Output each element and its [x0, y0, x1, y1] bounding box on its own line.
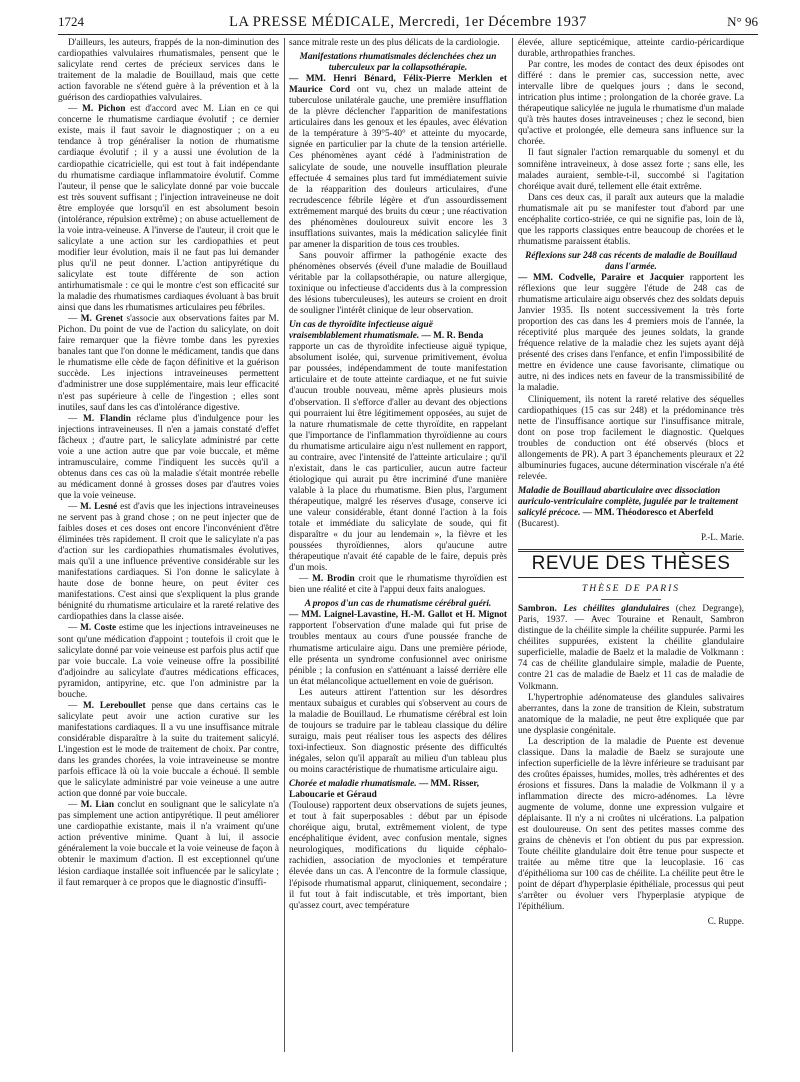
- paragraph: sance mitrale reste un des plus délicats de la cardiologie.: [289, 38, 500, 48]
- authors: — MM. Théodoresco et Aberfeld: [582, 507, 714, 518]
- paragraph: — MM. Henri Bénard, Félix-Pierre Merklen et Maurice Cord ont vu, chez un malade atteint de tuberculose unilatérale gauche, une première insufflation de la plèvre déclencher l'apparition de manifestations articulaires dans les genoux et les épaules, avec élévation de la température à 39°5-40° et atteinte du myocarde, signée en particulier par la chute de la tension artérielle. Ces phénomènes ayant cédé à l'administration de salicylate de soude, une nouvelle insufflation pleurale effectuée 4 semaines plus tard fut immédiatement suivie de la réapparition des douleurs articulaires, d'une recrudescence fébrile légère et d'un assourdissement extrêmement marqué des bruits du cœur ; une réactivation des phénomènes douloureux suivit encore les 3 insufflations suivantes, mais la médication salicylée finit par amener la disparition de tous ces troubles.: [289, 74, 507, 250]
- paragraph: D'ailleurs, les auteurs, frappés de la non-diminution des cardiopathies valvulaires rhumatismales, pensent que le salicylate rend certes de précieux services dans le traitement de la maladie de Bouillaud, mais que cette action favorable ne s'étend guère à la prévention et à la guérison des cardiopathies valvulaires.: [58, 38, 279, 104]
- paragraph: élevée, allure septicémique, atteinte cardio-péricardique durable, arthropathies franches.: [518, 38, 744, 60]
- paragraph: Par contre, les modes de contact des deux épisodes ont différé : dans le premier cas, succession nette, avec intervalle libre de quelques jours ; dans le second, intrication plus intime ; prolongation de la chorée grave. La thérapeutique salicylée ne jugula le rhumatisme d'un malade qu'à très hautes doses intraveineuses ; chez le second, bien qu'active et prolongée, elle demeura sans influence sur la chorée.: [518, 60, 744, 148]
- author: M. Flandin: [83, 413, 131, 424]
- section-divider: [518, 577, 744, 578]
- authors: — M. R. Benda: [421, 331, 484, 342]
- section-title: REVUE DES THÈSES: [531, 553, 731, 575]
- paragraph: — M. Lereboullet pense que dans certains cas le salicylate peut avoir une action curative sur les manifestations cardiaques. Il a vu une insuffisance mitrale considérable disparaître à la suite du traitement salicylé. L'ingestion est le mode de traitement de choix. Par contre, dans les grandes chorées, la voie intraveineuse se montre parfois efficace là où la voie buccale a échoué. Il semble que le salicylate administré par voie veineuse a une autre action que donné par voie buccale.: [58, 700, 279, 800]
- issue-number: N° 96: [727, 14, 758, 29]
- paragraph: Dans ces deux cas, il paraît aux auteurs que la maladie rhumatismale ait pu se manifester tout d'abord par une encéphalite cortico-striée, ce qui ne signifie pas, loin de là, que les rapports classiques entre beaucoup de chorées et le rhumatisme paraissent établis.: [518, 192, 744, 247]
- author: M. Grenet: [80, 314, 124, 325]
- paragraph: — M. Lesné est d'avis que les injections intraveineuses ne servent pas à grand chose ; on ne peut injecter que de faibles doses et ces doses ont encore l'inconvénient d'être éliminées très rapidement. Il croit que le salicylate n'a pas d'action sur les cardiopathies rhumatismales évolutives, mais qu'il a une influence préventive considérable sur les manifestations cardiaques. Si l'on donne le salicylate à haute dose de bonne heure, on peut éviter ces manifestations. C'est ainsi que s'expliquent la plus grande bénignité du rhumatisme articulaire et la rareté relative des cardiopathies dans la classe aisée.: [58, 501, 279, 623]
- signature: C. Ruppe.: [707, 915, 744, 926]
- article-heading: Réflexions sur 248 cas récents de maladie de Bouillaud dans l'armée.: [525, 250, 737, 272]
- paragraph: — M. Pichon est d'accord avec M. Lian en ce qui concerne le rhumatisme cardiaque évolutif ; ce dernier existe, mais il faut savoir le diagnostiquer ; on a eu tendance à trop généraliser la notion de rhumatisme cardiaque évolutif ; il y a aussi une évolution de la cardiopathie cicatricielle, qui est tout à fait indépendante du rhumatisme cardiaque inflammatoire évolutif. Comme l'auteur, il pense que le salicylate donné par voie buccale est très souvent suffisant ; l'injection intraveineuse ne doit être employée que lorsqu'il en est absolument besoin (intolérance, répulsion extrême) ; on abuse actuellement de la voie intra-veineuse. A l'inverse de l'auteur, il croit que le salicylate a une action sur les cardiopathies et peut modifier leur évolution, mais il ne faut pas lui demander plus qu'il ne peut donner. L'action antipyrétique du salicylate est toute différente de son action antirhumatismale : ce qui le montre c'est son efficacité sur la maladie des rhumatismes cardiaques évoluant à bas bruit ainsi que dans les rhumatismes articulaires peu fébriles.: [58, 104, 279, 314]
- thesis-title: Les chéilites glandulaires: [556, 604, 670, 615]
- paragraph: Sans pouvoir affirmer la pathogénie exacte des phénomènes observés (éveil d'une maladie de Bouillaud véritable par la collapsothérapie, ou nature allergique, toxinique ou infectieuse d'accidents dus à la compression des lésions tuberculeuses), les auteurs se croient en droit de souligner l'intérêt clinique de leur observation.: [289, 250, 507, 317]
- paragraph: — M. Brodin croit que le rhumatisme thyroïdien est bien une réalité et cite à l'appui deux faits analogues.: [289, 574, 507, 596]
- paragraph: — MM. Laignel-Lavastine, H.-M. Gallot et H. Mignot rapportent l'observation d'une malade qui fut prise de troubles mentaux au cours d'une poussée franche de rhumatisme articulaire aigu. Dans une première période, elle présenta un syndrome confusionnel avec onirisme pénible ; la confusion en s'atténuant a laissé derrière elle un état mélancolique actuellement en voie de guérison.: [289, 610, 507, 687]
- author: M. Lian: [80, 800, 114, 811]
- column-divider: [284, 38, 285, 1052]
- author: M. Lereboullet: [83, 700, 146, 711]
- paragraph: (Toulouse) rapportent deux observations de sujets jeunes, et tout à fait superposables : début par un épisode choréique aigu, brutal, extrêmement violent, de type encéphalitique évident, avec confusion mentale, signes neurologiques, modifications du liquide céphalo-rachidien, association de myoclonies et température élevée dans un cas. A l'encontre de la formule classique, l'épisode rhumatismal apparut, cliniquement, secondaire ; il fut tout à fait indiscutable, et très important, bien qu'assez court, avec température: [289, 801, 507, 911]
- column-2: [289, 38, 507, 912]
- paragraph: Sambron. Les chéilites glandulaires (chez Degrange), Paris, 1937. — Avec Touraine et Renault, Sambron distingue de la chéilite simple la chéilite suppurée. Parmi les chéilites suppurées, existent la chéilite glandulaire superficielle, maladie de Baelz et la maladie de Volkmann : 74 cas de chéilite glandulaire simple, maladie de Puente, contre 21 cas de maladie de Baelz et 11 cas de maladie de Volkmann.: [518, 604, 744, 692]
- column-3: [518, 38, 744, 927]
- section-divider: [518, 549, 744, 552]
- subsection-title: THÈSE DE PARIS: [581, 584, 680, 595]
- subsection-divider: [601, 599, 661, 600]
- authors: — MM. Codvelle, Paraire et Jacquier: [518, 272, 685, 283]
- paragraph: La description de la maladie de Puente est devenue classique. Dans la maladie de Baelz se surajoute une infection superficielle de la lèvre inférieure se traduisant par des croûtes épaisses, humides, molles, très adhérentes et des érosions et fissures. Dans la maladie de Volkmann il y a inflammation directe des micro-adénomes. La lèvre augmente de volume, donne une expression vulgaire et déplaisante. Il n'y a ni croûtes ni ulcérations. La palpation est douloureuse. On sent des petites masses comme des grains de chènevis et l'on obtient du pus par expression. Toute chéilite glandulaire doit être tenue pour suspecte et traitée au même titre que la leucoplasie. 16 cas d'épithélioma sur 100 cas de chéilite. La chéilite peut être le point de départ d'hyperplasie épithéliale, processus qui peut s'arrêter ou évoluer vers l'hyperplasie atypique de l'épithélium.: [518, 736, 744, 913]
- authors: — MM. Laignel-Lavastine, H.-M. Gallot et H. Mignot: [289, 610, 507, 621]
- column-divider: [512, 38, 513, 1052]
- author: M. Brodin: [312, 574, 355, 585]
- paragraph: — MM. Codvelle, Paraire et Jacquier rapportent les réflexions que leur suggère l'étude de 248 cas de rhumatisme articulaire aigu observés chez des soldats depuis Janvier 1935. Ils notent successivement la très forte proportion des cas dans les 4 premiers mois de l'année, la réceptivité plus marquée des jeunes soldats, la grande fréquence relative de la maladie chez les sujets ayant déjà présenté des crises dans l'enfance, et enfin l'impossibilité de mettre en évidence une cause favorisante, climatique ou autre, ni des indices nets en faveur de la transmissibilité de la maladie.: [518, 272, 745, 394]
- page-header: [58, 10, 758, 35]
- author: M. Pichon: [82, 104, 126, 115]
- paragraph: Les auteurs attirent l'attention sur les désordres mentaux subaigus et curables qui s'observent au cours de la maladie de Bouillaud. Le rhumatisme cérébral est loin de toujours se traduire par le tableau classique du délire suraigu, mais peut réaliser tous les aspects des délires toxi-infectieux. Son diagnostic présente des difficultés inégales, selon qu'il apparaît au milieu d'un tableau plus ou moins caractéristique de rhumatisme articulaire aigu.: [289, 687, 507, 776]
- article-heading: Maladie de Bouillaud abarticulaire avec dissociation auriculo-ventriculaire complète, jugulée par le traitement salicylé précoce. — MM. Théodoresco et Aberfeld (Bucarest).: [518, 485, 739, 530]
- authors: — MM. Risser, Laboucarie et Géraud: [289, 779, 479, 801]
- journal-title: LA PRESSE MÉDICALE, Mercredi, 1er Décembre 1937: [229, 13, 587, 30]
- signature: P.-L. Marie.: [701, 532, 744, 543]
- article-heading: Un cas de thyroïdite infectieuse aiguë vraisemblablement rhumatismale. — M. R. Benda: [289, 320, 484, 342]
- paragraph: — M. Flandin réclame plus d'indulgence pour les injections intraveineuses. Il n'en a jamais constaté d'effet fâcheux ; d'autre part, le salicylate administré par cette voie a une action autre que par voie buccale, et même intramusculaire, comme l'indiquent les succès qu'il a obtenus dans ces cas où la maladie s'était montrée rebelle au médicament donné à grosses doses par d'autres voies que la voie veineuse.: [58, 413, 280, 501]
- paragraph: Cliniquement, ils notent la rareté relative des séquelles cardiopathiques (15 cas sur 248) et la prédominance très nette de l'insuffisance aortique sur l'insuffisance mitrale, dont on pose trop facilement le diagnostic. Quelques troubles de conduction ont été observés (blocs et allongements de PR). A part 3 épanchements pleuraux et 22 albuminuries fugaces, aucune détermination viscérale n'a été relevée.: [518, 394, 744, 482]
- paragraph: — M. Lian conclut en soulignant que le salicylate n'a pas simplement une action antipyrétique. Il peut améliorer une cardiopathie existante, mais il n'a vraiment qu'une action préventive minime. Quant à lui, il associe généralement la voie buccale et la voie veineuse de façon à obtenir le maximum d'action. Il est exceptionnel qu'une lésion cardiaque installée soit influencée par le salicylate ; il faut remarquer à ce propos que le diagnostic d'insuffi-: [58, 800, 279, 888]
- page-number: 1724: [58, 14, 84, 29]
- author: Sambron.: [518, 604, 557, 615]
- article-heading: Chorée et maladie rhumatismale. — MM. Risser, Laboucarie et Géraud: [289, 779, 479, 801]
- paragraph: rapporte un cas de thyroïdite infectieuse aiguë typique, absolument isolée, qui, survenue primitivement, évolua par poussées, indépendamment de toute manifestation articulaire et de toute atteinte cardiaque, et ne fut suivie d'aucun trouble nouveau, même après plusieurs mois d'observation. Il s'efforce d'aller au devant des objections qui pourraient lui être légitimement opposées, au sujet de la nature rhumatismale de cette thyroïdite, en rappelant que l'importance de l'inflammation thyroïdienne au cours du rhumatisme articulaire aigu n'est nullement en rapport, au contraire, avec l'intensité de l'atteinte articulaire ; qu'il n'existait, dans le cas particulier, aucun autre facteur étiologique qui aurait pu être incriminé d'une manière valable à la place du rhumatisme. Bien plus, l'argument thérapeutique, malgré les réserves d'usage, conserve ici une valeur considérable, étant donné l'action à la fois totale et immédiate du salicylate de soude, qui fit disparaître « du jour au lendemain », la fièvre et les poussées thyroïdiennes, alors qu'aucune autre thérapeutique n'avait été capable de le faire, depuis près d'un mois.: [289, 342, 507, 574]
- paragraph: — M. Coste estime que les injections intraveineuses ne sont qu'une médication d'appoint ; toutefois il croit que le salicylate donné par voie veineuse est parfois plus actif que par voie buccale. La voie veineuse offre la possibilité d'adjoindre au salicylate d'autres médications efficaces, pyramidon, antipyrine, etc. que l'on administre par la bouche.: [58, 623, 279, 700]
- article-heading: A propos d'un cas de rhumatisme cérébral guéri.: [304, 599, 492, 610]
- article-heading: Manifestations rhumatismales déclenchées chez un tuberculeux par la collapsothérapie.: [299, 52, 497, 74]
- column-1: [58, 38, 279, 889]
- paragraph: Il faut signaler l'action remarquable du somenyl et du somnifène intraveineux, à dose assez forte ; sans elle, les malades auraient, semble-t-il, succombé si l'agitation choréique avait duré, tellement elle était extrême.: [518, 148, 744, 192]
- author: M. Coste: [80, 623, 117, 634]
- paragraph: — M. Grenet s'associe aux observations faites par M. Pichon. Du point de vue de l'action du salicylate, on doit faire remarquer que la fièvre tombe dans les pyrexies banales tant que l'on donne le médicament, tandis que dans le rhumatisme elle cède de façon définitive et la guérison succède. Les injections intraveineuses permettent d'administrer une dose supplémentaire, mais leur efficacité n'est pas supérieure à celle de l'ingestion ; elles sont inutiles, sauf dans les cas d'intolérance digestive.: [58, 314, 279, 413]
- paragraph: L'hypertrophie adénomateuse des glandules salivaires aberrantes, dans la zone de transition de Klein, substratum anatomique de la maladie, ne peut être expliquée que par une dysplasie congénitale.: [518, 692, 744, 736]
- author: M. Lesné: [80, 501, 118, 512]
- authors: — MM. Henri Bénard, Félix-Pierre Merklen et Maurice Cord: [289, 74, 507, 96]
